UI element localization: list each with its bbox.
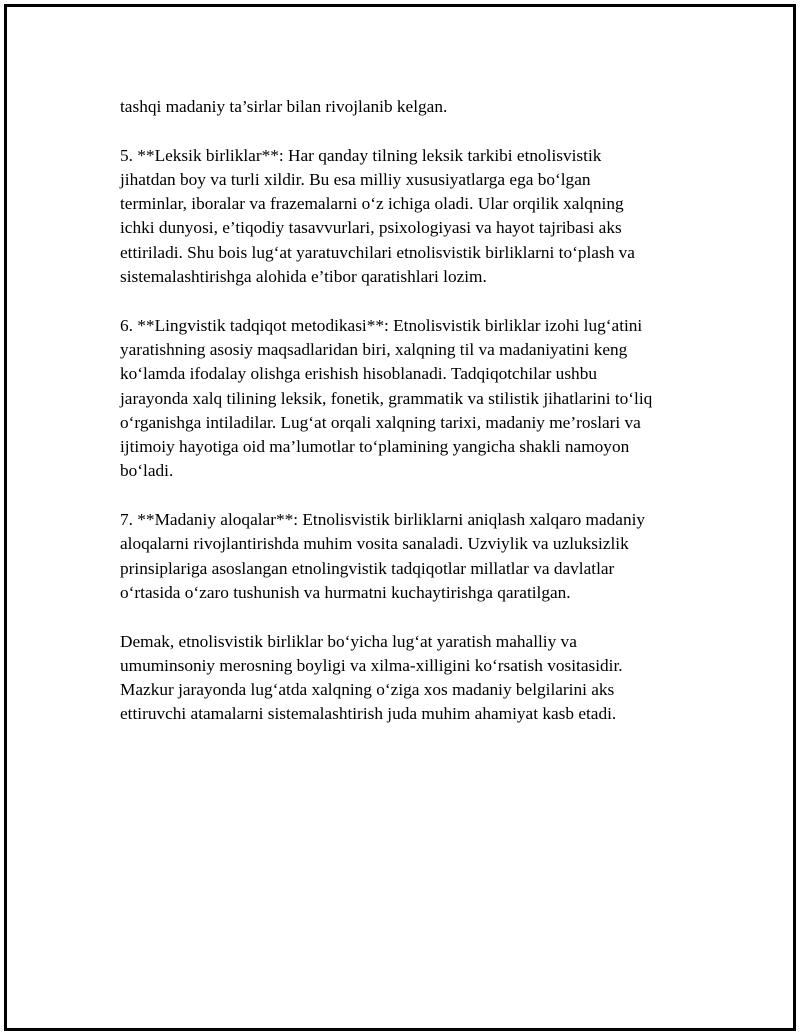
document-page <box>4 4 796 1031</box>
paragraph-lingvistik-tadqiqot: 6. **Lingvistik tadqiqot metodikasi**: Etnolisvistik birliklar izohi lug‘atini yaratishning asosiy maqsadlaridan biri, xalqning til va madaniyatini keng ko‘lamda ifodalay olishga erishish hisoblanadi. Tadqiqotchilar ushbu jarayonda xalq tilining leksik, fonetik, grammatik va stilistik jihatlarini to‘liq o‘rganishga intiladilar. Lug‘at orqali xalqning tarixi, madaniy me’roslari va ijtimoiy hayotiga oid ma’lumotlar to‘plamining yangicha shakli namoyon bo‘ladi. <box>120 315 653 481</box>
document-body <box>120 95 700 751</box>
paragraph-leksik-birliklar: 5. **Leksik birliklar**: Har qanday tilning leksik tarkibi etnolisvistik jihatdan boy va turli xildir. Bu esa milliy xususiyatlarga ega bo‘lgan terminlar, iboralar va frazemalarni o‘z ichiga oladi. Ular orqilik xalqning ichki dunyosi, e’tiqodiy tasavvurlari, psixologiyasi va hayot tajribasi aks ettiriladi. Shu bois lug‘at yaratuvchilari etnolisvistik birliklarni to‘plash va sistemalashtirishga alohida e’tibor qaratishlari lozim. <box>120 145 635 287</box>
paragraph-conclusion: Demak, etnolisvistik birliklar bo‘yicha lug‘at yaratish mahalliy va umuminsoniy merosning boyligi va xilma-xilligini ko‘rsatish vositasidir. Mazkur jarayonda lug‘atda xalqning o‘ziga xos madaniy belgilarini aks ettiruvchi atamalarni sistemalashtirish juda muhim ahamiyat kasb etadi. <box>120 631 623 724</box>
paragraph-madaniy-aloqalar: 7. **Madaniy aloqalar**: Etnolisvistik birliklarni aniqlash xalqaro madaniy aloqalarni rivojlantirishda muhim vosita sanaladi. Uzviylik va uzluksizlik prinsiplariga asoslangan etnolingvistik tadqiqotlar millatlar va davlatlar o‘rtasida o‘zaro tushunish va hurmatni kuchaytirishga qaratilgan. <box>120 510 646 602</box>
paragraph-continuation: tashqi madaniy ta’sirlar bilan rivojlanib kelgan. <box>120 97 448 116</box>
